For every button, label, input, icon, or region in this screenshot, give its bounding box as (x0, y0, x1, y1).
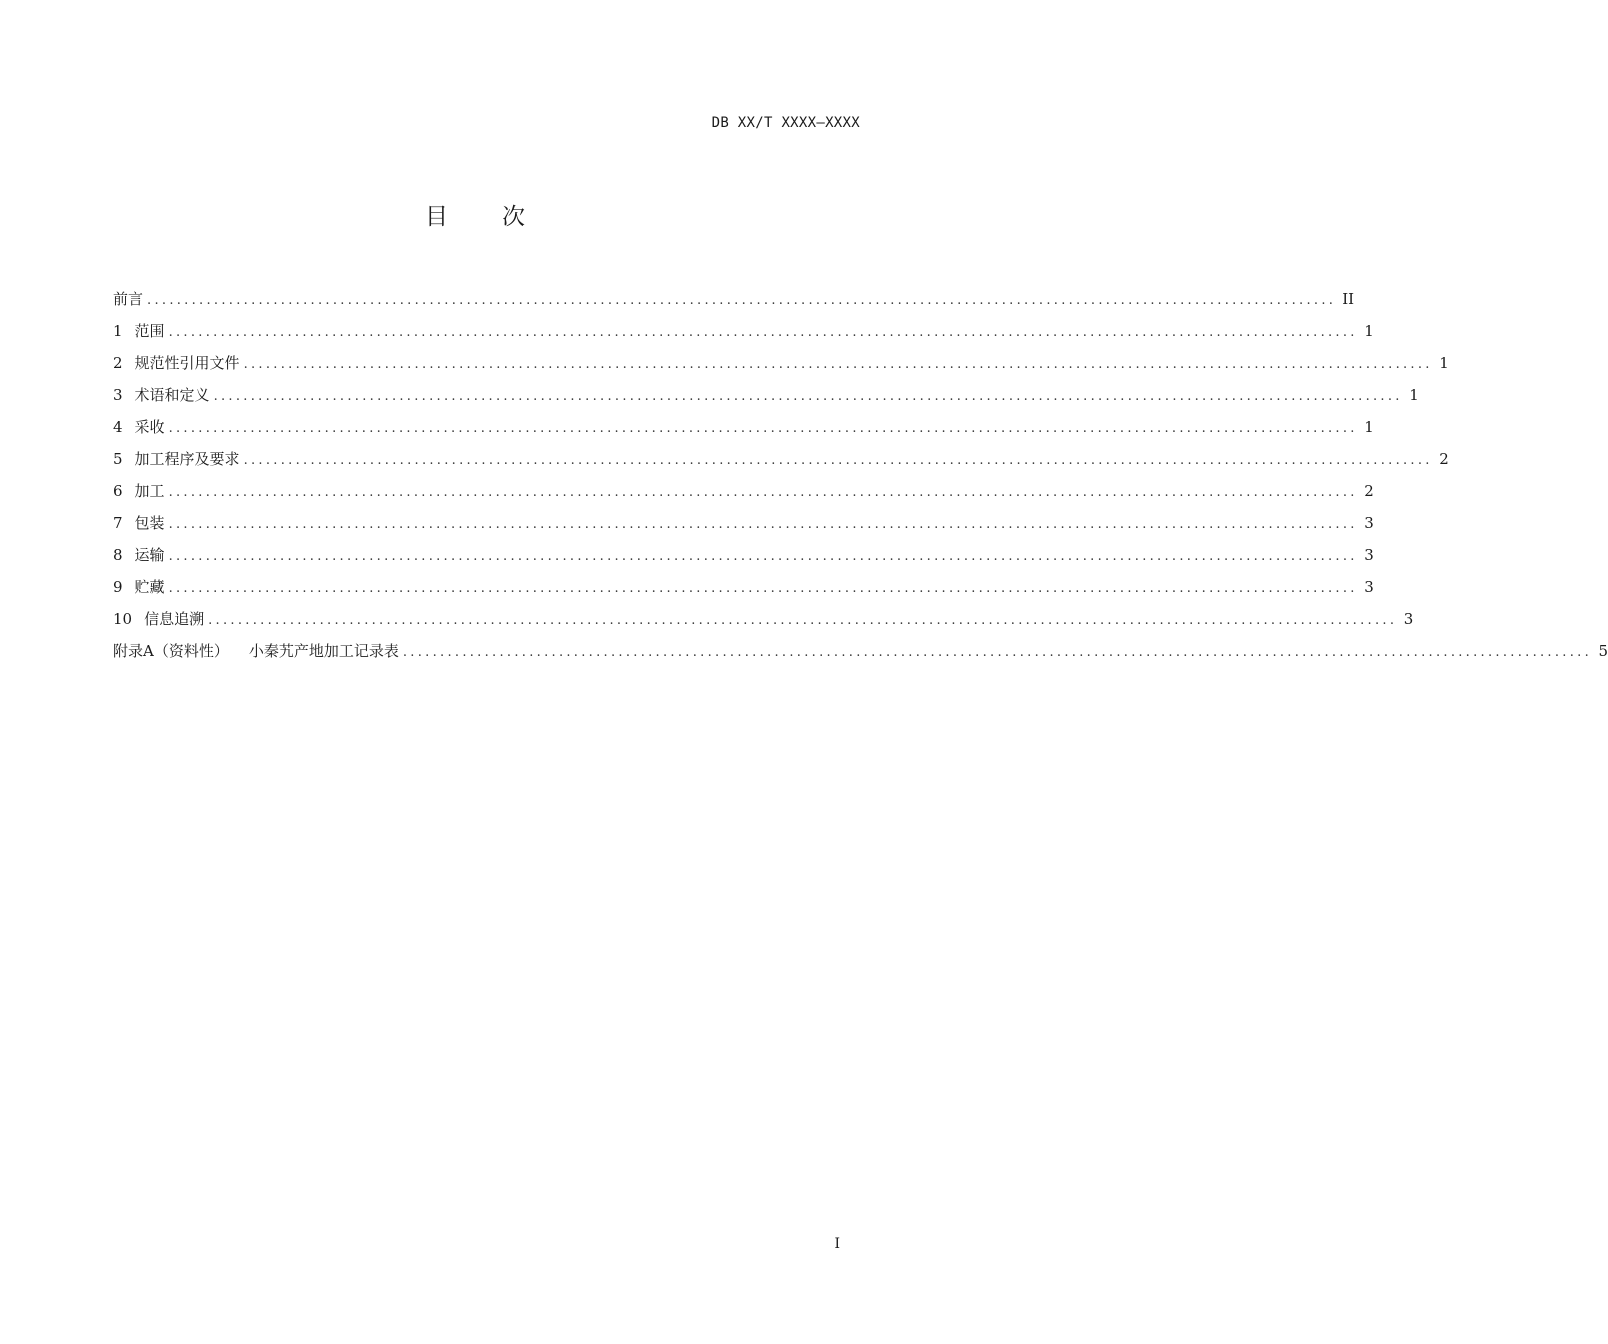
toc-entry-foreword[interactable] (113, 283, 1355, 315)
appendix-title: 小秦艽产地加工记录表 (248, 642, 399, 660)
toc-entry-number: 1 (113, 322, 123, 340)
toc-entry-scope[interactable] (113, 315, 1374, 347)
toc-entry-page: 3 (1364, 514, 1374, 532)
toc-leader-dots: ................................................................................................................................................................ (213, 389, 1403, 404)
toc-list (113, 283, 1608, 667)
toc-entry-label: 术语和定义 (134, 386, 210, 404)
toc-entry-normative-references[interactable] (113, 347, 1449, 379)
toc-leader-dots: ................................................................................................................................................................ (168, 517, 1358, 532)
toc-entry-page: 3 (1364, 578, 1374, 596)
toc-leader-dots: ................................................................................................................................................................ (168, 421, 1358, 436)
toc-entry-page: 3 (1364, 546, 1374, 564)
toc-entry-harvesting[interactable] (113, 411, 1374, 443)
toc-entry-processing-procedure[interactable] (113, 443, 1449, 475)
toc-entry-label: 贮藏 (134, 578, 165, 596)
toc-leader-dots: ................................................................................................................................................................ (168, 581, 1358, 596)
toc-entry-page: 1 (1439, 354, 1449, 372)
toc-title-char-1: 目 (425, 204, 448, 230)
toc-leader-dots: ................................................................................................................................................................ (208, 613, 1398, 628)
toc-leader-dots: ................................................................................................................................................................ (243, 357, 1433, 372)
toc-entry-label: 加工程序及要求 (134, 450, 240, 468)
toc-entry-page: 1 (1364, 322, 1374, 340)
toc-entry-label: 包装 (134, 514, 165, 532)
toc-entry-page: 1 (1409, 386, 1419, 404)
toc-entry-page: 2 (1439, 450, 1449, 468)
toc-entry-label: 范围 (134, 322, 165, 340)
toc-entry-label: 采收 (134, 418, 165, 436)
toc-entry-number: 4 (113, 418, 123, 436)
toc-entry-page: 3 (1403, 610, 1414, 628)
toc-entry-label: 规范性引用文件 (134, 354, 240, 372)
toc-entry-number: 7 (113, 514, 123, 532)
toc-entry-label: 加工 (134, 482, 165, 500)
toc-title-char-2: 次 (502, 204, 525, 230)
toc-entry-number: 10 (113, 610, 133, 628)
toc-entry-label: 前言 (113, 290, 144, 308)
toc-leader-dots: ................................................................................................................................................................ (402, 645, 1593, 660)
toc-leader-dots: ................................................................................................................................................................ (147, 293, 1337, 308)
toc-entry-transportation[interactable] (113, 539, 1374, 571)
page-number: I (834, 1236, 840, 1252)
toc-entry-page: II (1342, 290, 1355, 308)
toc-entry-page: 2 (1364, 482, 1374, 500)
toc-entry-packaging[interactable] (113, 507, 1374, 539)
appendix-label: 附录A（资料性） (113, 642, 229, 660)
toc-leader-dots: ................................................................................................................................................................ (168, 325, 1358, 340)
toc-entry-number: 8 (113, 546, 123, 564)
document-code: DB XX/T XXXX—XXXX (711, 115, 860, 131)
toc-entry-number: 6 (113, 482, 123, 500)
toc-entry-appendix-a[interactable] (113, 635, 1608, 667)
toc-leader-dots: ................................................................................................................................................................ (168, 485, 1358, 500)
toc-entry-traceability[interactable] (113, 603, 1414, 635)
toc-entry-terms-definitions[interactable] (113, 379, 1419, 411)
toc-entry-storage[interactable] (113, 571, 1374, 603)
toc-entry-label (113, 635, 399, 667)
toc-entry-number: 3 (113, 386, 123, 404)
toc-entry-number: 9 (113, 578, 123, 596)
toc-entry-label: 信息追溯 (144, 610, 205, 628)
toc-title (0, 200, 950, 234)
toc-entry-label: 运输 (134, 546, 165, 564)
toc-entry-number: 2 (113, 354, 123, 372)
toc-leader-dots: ................................................................................................................................................................ (168, 549, 1358, 564)
toc-entry-page: 5 (1598, 642, 1608, 660)
toc-entry-processing[interactable] (113, 475, 1374, 507)
toc-leader-dots: ................................................................................................................................................................ (243, 453, 1433, 468)
toc-entry-number: 5 (113, 450, 123, 468)
toc-entry-page: 1 (1364, 418, 1374, 436)
